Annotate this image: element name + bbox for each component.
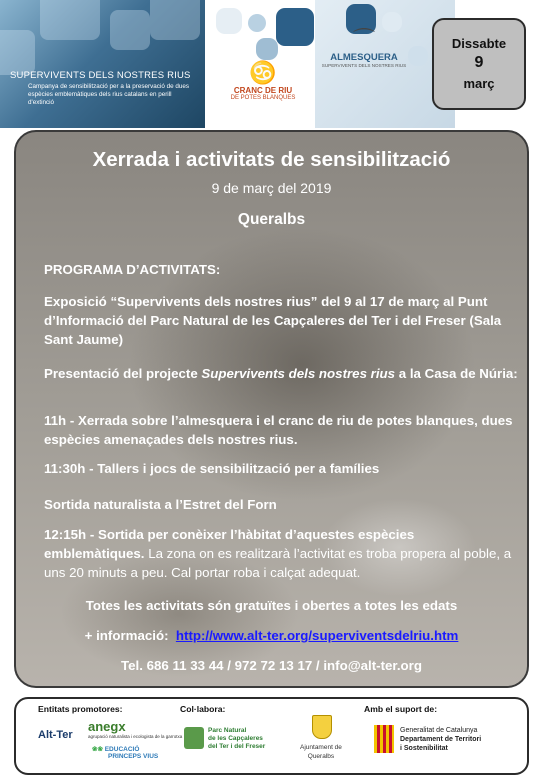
crab-icon: ♋: [249, 60, 277, 85]
gencat-line3: i Sostenibilitat: [400, 745, 448, 752]
gencat-line2: Departament de Territori: [400, 736, 482, 743]
flower-icon: ❀❀: [92, 746, 103, 753]
collab-label: Col·labora:: [180, 704, 226, 714]
outing-details: La zona on es realitzarà l’activitat es troba propera al poble, a uns 20 minuts a peu. Cal portar roba i calçat adequat.: [44, 546, 512, 580]
exhibition-text: Exposició “Supervivents dels nostres rius” del 9 al 17 de març al Punt d’Informació del Parc Natural de les Capçaleres del Ter i del Freser (Sala Sant Jaume): [44, 294, 502, 347]
more-info-line: [16, 628, 527, 643]
alt-ter-logo: Alt-Ter: [38, 729, 73, 741]
event-panel: [14, 130, 529, 688]
contact-line: Tel. 686 11 33 44 / 972 72 13 17 / info@alt-ter.org: [121, 658, 422, 673]
almesquera-logo: [316, 28, 412, 84]
queralbs-coat-of-arms-icon: [312, 715, 332, 739]
ajuntament-line2: Queralbs: [307, 753, 335, 760]
cranc-logo-subtitle: DE POTES BLANQUES: [230, 95, 296, 101]
free-activities-note: Totes les activitats són gratuïtes i obertes a totes les edats: [85, 598, 458, 613]
date-weekday: Dissabte: [451, 36, 507, 51]
event-date: 9 de març del 2019: [211, 180, 332, 196]
ajuntament-line1: Ajuntament de: [300, 744, 342, 751]
outing-title: Sortida naturalista a l’Estret del Forn: [44, 497, 277, 512]
educacio-line3: VIUS: [143, 753, 159, 760]
cranc-de-riu-logo: [208, 60, 318, 120]
generalitat-emblem-icon: [374, 725, 394, 753]
parc-line3: del Ter i del Freser: [208, 743, 266, 750]
header-banner: [0, 0, 544, 128]
presentation-post: a la Casa de Núria:: [395, 366, 518, 381]
event-place: Queralbs: [237, 211, 306, 228]
promoters-label: Entitats promotores:: [38, 704, 123, 714]
support-label: Amb el suport de:: [364, 704, 438, 714]
decorative-square: [276, 8, 314, 46]
outing-text: [44, 525, 518, 582]
parc-natural-icon: [184, 727, 204, 749]
presentation-project-name: Supervivents dels nostres rius: [201, 366, 396, 381]
sponsors-footer: [14, 697, 529, 775]
educacio-princeps-vius-logo: [92, 745, 158, 760]
parc-natural-logo: [208, 727, 265, 751]
generalitat-logo: [400, 726, 481, 753]
desman-icon: ⌒: [352, 27, 375, 52]
workshops-text: 11:30h - Tallers i jocs de sensibilització per a famílies: [44, 461, 380, 476]
almesquera-logo-subtitle: SUPERVIVENTS DELS NOSTRES RIUS: [321, 63, 407, 68]
campaign-banner: [0, 0, 205, 128]
gencat-line1: Generalitat de Catalunya: [400, 727, 478, 734]
decorative-square: [216, 8, 242, 34]
campaign-title: SUPERVIVENTS DELS NOSTRES RIUS: [10, 70, 191, 81]
parc-line1: Parc Natural: [208, 727, 247, 734]
decorative-square: [256, 38, 278, 60]
date-day: 9: [474, 54, 484, 71]
event-title: Xerrada i activitats de sensibilització: [92, 148, 451, 171]
talk-text: 11h - Xerrada sobre l’almesquera i el cranc de riu de potes blanques, dues espècies amenaçades dels nostres rius.: [44, 413, 513, 447]
anegx-logo-text: anegx: [88, 719, 126, 734]
cranc-logo-title: CRANC DE RIU: [233, 86, 293, 95]
outing-time: 12:15h - Sortida per conèixer l’hàbitat d’aquestes espècies emblemàtiques.: [44, 527, 415, 561]
parc-line2: de les Capçaleres: [208, 735, 263, 742]
date-badge: [432, 18, 526, 110]
more-info-link[interactable]: http://www.alt-ter.org/superviventsdelriu.htm: [175, 628, 459, 643]
campaign-subtitle: Campanya de sensibilització per a la preservació de dues espècies emblemàtiques dels rius catalans en perill d'extinció: [28, 83, 190, 106]
almesquera-logo-title: ALMESQUERA: [330, 52, 398, 63]
anegx-logo-subtitle: agrupació naturalista i ecologista de la garrotxa: [88, 734, 183, 739]
presentation-pre: Presentació del projecte: [44, 366, 202, 381]
presentation-text: [44, 364, 518, 383]
anegx-logo: [88, 719, 182, 739]
educacio-line2: PRINCEPS: [108, 753, 142, 760]
decorative-square: [248, 14, 266, 32]
ajuntament-logo: [300, 743, 342, 761]
program-heading: PROGRAMA D’ACTIVITATS:: [44, 262, 221, 277]
date-month: març: [463, 76, 495, 91]
more-info-label: + informació:: [84, 628, 169, 643]
educacio-line1: EDUCACIÓ: [104, 746, 140, 753]
